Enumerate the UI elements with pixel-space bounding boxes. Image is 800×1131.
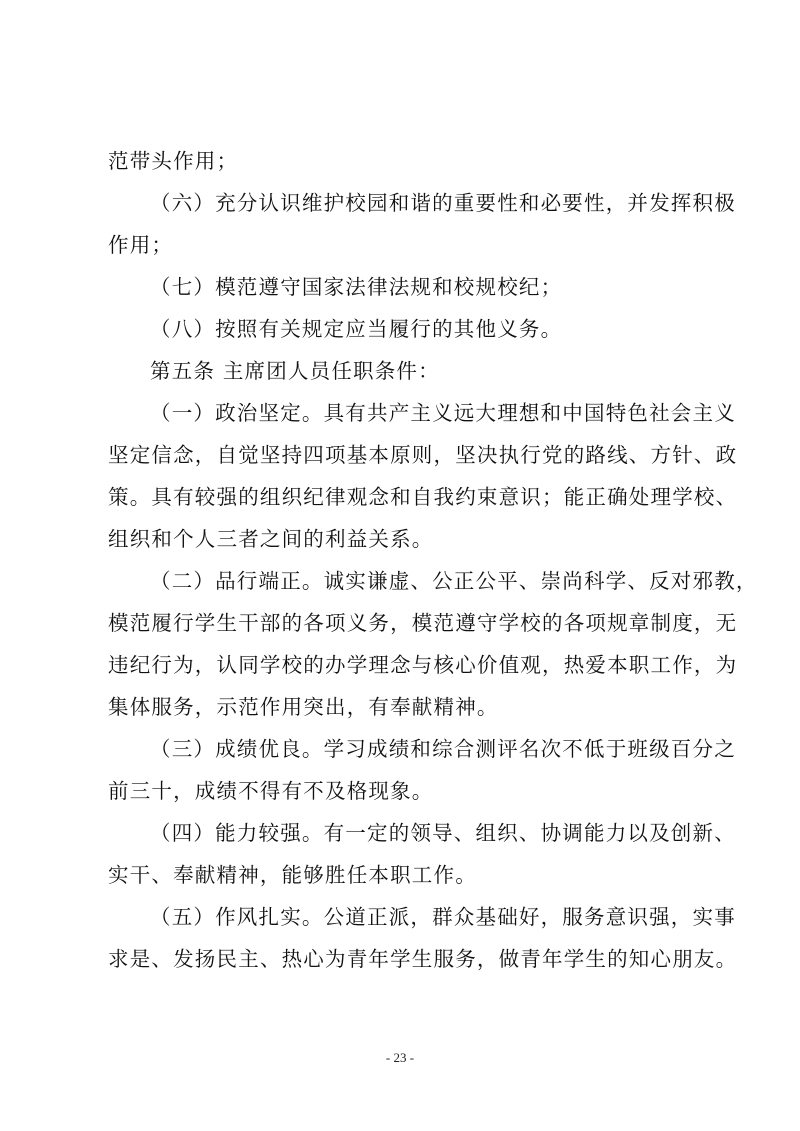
text-line: （五）作风扎实。公道正派，群众基础好，服务意识强，实事 [150,905,736,929]
text-line: （二）品行端正。诚实谦虚、公正公平、崇尚科学、反对邪教， [150,569,758,593]
text-line: （一）政治坚定。具有共产主义远大理想和中国特色社会主义 [150,401,736,425]
page-number: - 23 - [385,1050,415,1065]
text-line: （四）能力较强。有一定的领导、组织、协调能力以及创新、 [150,821,736,845]
text-line: （六）充分认识维护校园和谐的重要性和必要性，并发挥积极 [150,191,736,215]
text-line: 求是、发扬民主、热心为青年学生服务，做青年学生的知心朋友。 [108,947,738,971]
text-line: （七）模范遵守国家法律法规和校规校纪； [150,275,563,299]
text-line: （八）按照有关规定应当履行的其他义务。 [150,317,563,341]
article-heading: 第五条 主席团人员任职条件： [150,359,440,383]
document-body [108,140,758,980]
text-line: 集体服务，示范作用突出，有奉献精神。 [108,695,499,719]
text-line: 组织和个人三者之间的利益关系。 [108,527,434,551]
text-line: 策。具有较强的组织纪律观念和自我约束意识；能正确处理学校、 [108,485,738,509]
text-line: 违纪行为，认同学校的办学理念与核心价值观，热爱本职工作，为 [108,653,738,677]
text-line: 范带头作用； [108,149,239,173]
text-line: 前三十，成绩不得有不及格现象。 [108,779,434,803]
text-line: 模范履行学生干部的各项义务，模范遵守学校的各项规章制度，无 [108,611,738,635]
text-line: 实干、奉献精神，能够胜任本职工作。 [108,863,477,887]
text-line: （三）成绩优良。学习成绩和综合测评名次不低于班级百分之 [150,737,736,761]
text-line: 作用； [108,233,174,257]
text-line: 坚定信念，自觉坚持四项基本原则，坚决执行党的路线、方针、政 [108,443,738,467]
